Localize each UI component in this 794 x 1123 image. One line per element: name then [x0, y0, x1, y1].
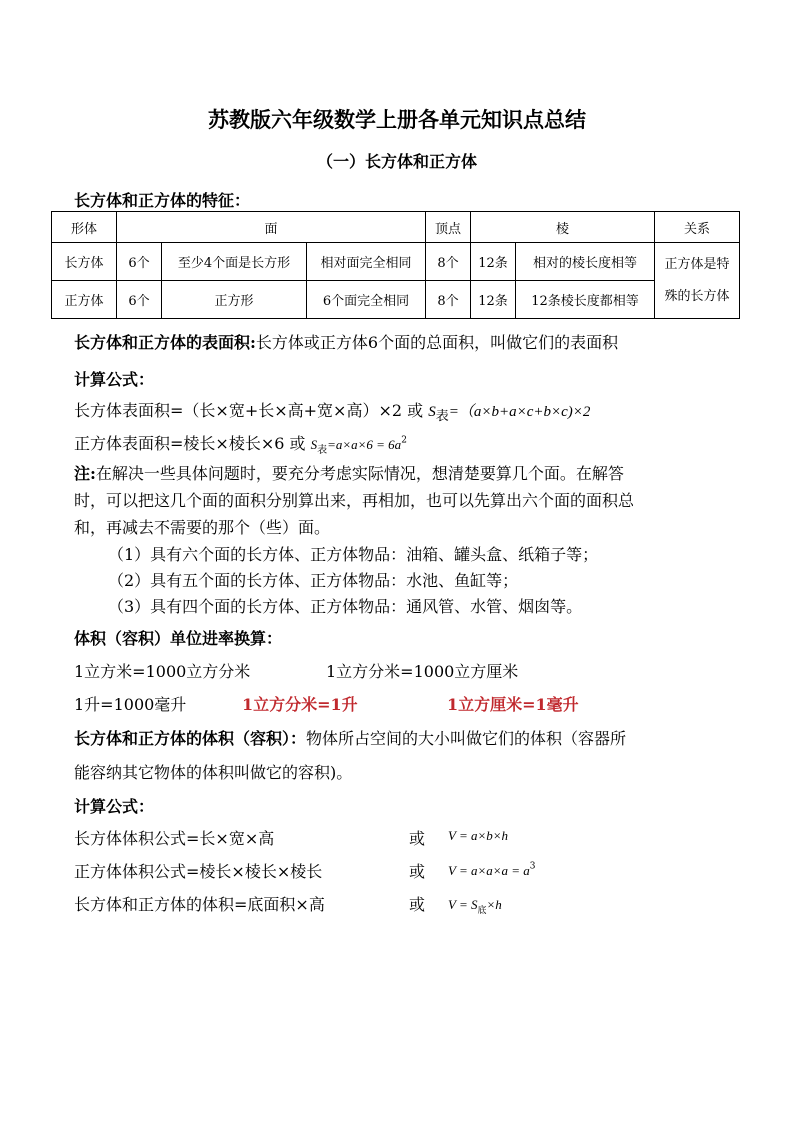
unit-conversion-2c: 1立方厘米=1毫升	[447, 695, 579, 714]
volume-formula-3	[448, 894, 502, 916]
list-item: （2）具有五个面的长方体、正方体物品：水池、鱼缸等；	[108, 571, 519, 590]
volume-formula-2	[448, 860, 536, 879]
surface-area-heading: 长方体和正方体的表面积:	[74, 333, 256, 352]
volume-formula-math-1: V = a×b×h	[448, 828, 509, 843]
features-table	[51, 211, 740, 319]
section-subtitle: （一）长方体和正方体	[316, 152, 477, 171]
cube-surface-text: 正方体表面积=棱长×棱长×6 或	[74, 434, 306, 453]
cell-face-count: 6个	[117, 281, 162, 319]
volume-formula-text-1: 长方体体积公式=长×宽×高	[74, 829, 275, 848]
volume-formula-text-2: 正方体体积公式=棱长×棱长×棱长	[74, 862, 323, 881]
volume-heading: 长方体和正方体的体积（容积）：	[74, 729, 307, 748]
volume-formula-math-2: V = a×a×a = a	[448, 863, 530, 878]
units-heading: 体积（容积）单位进率换算：	[74, 629, 283, 648]
list-item: （1）具有六个面的长方体、正方体物品：油箱、罐头盒、纸箱子等；	[108, 545, 599, 564]
page-title: 苏教版六年级数学上册各单元知识点总结	[208, 107, 586, 132]
cell-shape: 长方体	[52, 243, 117, 281]
volume-formula-sup-2: 3	[529, 861, 536, 872]
note-text-1: 在解决一些具体问题时，要充分考虑实际情况，想清楚要算几个面。在解答	[95, 464, 624, 483]
surface-formula-heading: 计算公式：	[74, 370, 155, 389]
header-edge: 棱	[471, 212, 655, 243]
cuboid-surface-text: 长方体表面积=（长×宽+长×高+宽×高）×2 或	[74, 401, 424, 420]
list-item: （3）具有四个面的长方体、正方体物品：通风管、水管、烟囱等。	[108, 597, 583, 616]
cube-surface-sub: 表	[317, 445, 328, 457]
cell-edge-relation: 相对的棱长度相等	[516, 243, 655, 281]
surface-area-line	[74, 330, 618, 353]
cube-surface-math: =a×a×6 = 6a	[327, 437, 402, 452]
table-row	[52, 243, 740, 281]
cube-surface-sup: 2	[401, 435, 407, 446]
relation-line-2: 殊的长方体	[664, 288, 730, 304]
header-face: 面	[117, 212, 426, 243]
table-header-row	[52, 212, 740, 243]
unit-conversion-1b: 1立方分米=1000立方厘米	[326, 662, 519, 681]
header-shape: 形体	[52, 212, 117, 243]
cell-shape: 正方体	[52, 281, 117, 319]
volume-formula-text-3: 长方体和正方体的体积=底面积×高	[74, 895, 325, 914]
volume-formula-or-2: 或	[409, 862, 426, 881]
note-line-3: 和，再减去不需要的那个（些）面。	[74, 518, 331, 537]
cell-face-count: 6个	[117, 243, 162, 281]
unit-conversion-2a: 1升=1000毫升	[74, 695, 187, 714]
table-row	[52, 281, 740, 319]
cell-relation	[655, 243, 740, 319]
note-line-2: 时，可以把这几个面的面积分别算出来，再相加，也可以先算出六个面的面积总	[74, 491, 635, 510]
header-vertex: 顶点	[426, 212, 471, 243]
relation-line-1: 正方体是特	[664, 256, 730, 272]
cuboid-surface-formula	[74, 398, 590, 424]
volume-formula-heading: 计算公式：	[74, 797, 155, 816]
cube-surface-math-s: S	[310, 437, 318, 452]
volume-definition-1: 物体所占空间的大小叫做它们的体积（容器所	[306, 729, 627, 748]
cell-vertex: 8个	[426, 281, 471, 319]
cell-edge-relation: 12条棱长度都相等	[516, 281, 655, 319]
cell-face-relation: 相对面完全相同	[307, 243, 426, 281]
cell-edge-count: 12条	[471, 243, 516, 281]
volume-formula-math-3b: ×h	[486, 897, 502, 912]
cell-vertex: 8个	[426, 243, 471, 281]
cell-face-shape: 至少4个面是长方形	[162, 243, 307, 281]
cuboid-surface-math-s: S	[428, 404, 436, 420]
cuboid-surface-sub: 表	[435, 409, 449, 425]
cube-surface-formula	[74, 431, 407, 456]
volume-formula-or-1: 或	[409, 829, 426, 848]
unit-conversion-1a: 1立方米=1000立方分米	[74, 662, 251, 681]
volume-line-1	[74, 726, 626, 749]
volume-formula-sub-3: 底	[477, 906, 487, 917]
volume-formula-math-3: V = S	[448, 897, 478, 912]
volume-definition-2: 能容纳其它物体的体积叫做它的容积)。	[74, 763, 353, 782]
cell-edge-count: 12条	[471, 281, 516, 319]
volume-formula-or-3: 或	[409, 895, 426, 914]
cell-face-relation: 6个面完全相同	[307, 281, 426, 319]
features-heading: 长方体和正方体的特征：	[74, 191, 251, 210]
surface-area-definition: 长方体或正方体6个面的总面积，叫做它们的表面积	[255, 333, 619, 352]
unit-conversion-2b: 1立方分米=1升	[242, 695, 358, 714]
note-label: 注:	[74, 464, 96, 483]
note-line-1	[74, 461, 624, 484]
cell-face-shape: 正方形	[162, 281, 307, 319]
header-relation: 关系	[655, 212, 740, 243]
cuboid-surface-math: =（a×b+a×c+b×c)×2	[448, 404, 591, 420]
